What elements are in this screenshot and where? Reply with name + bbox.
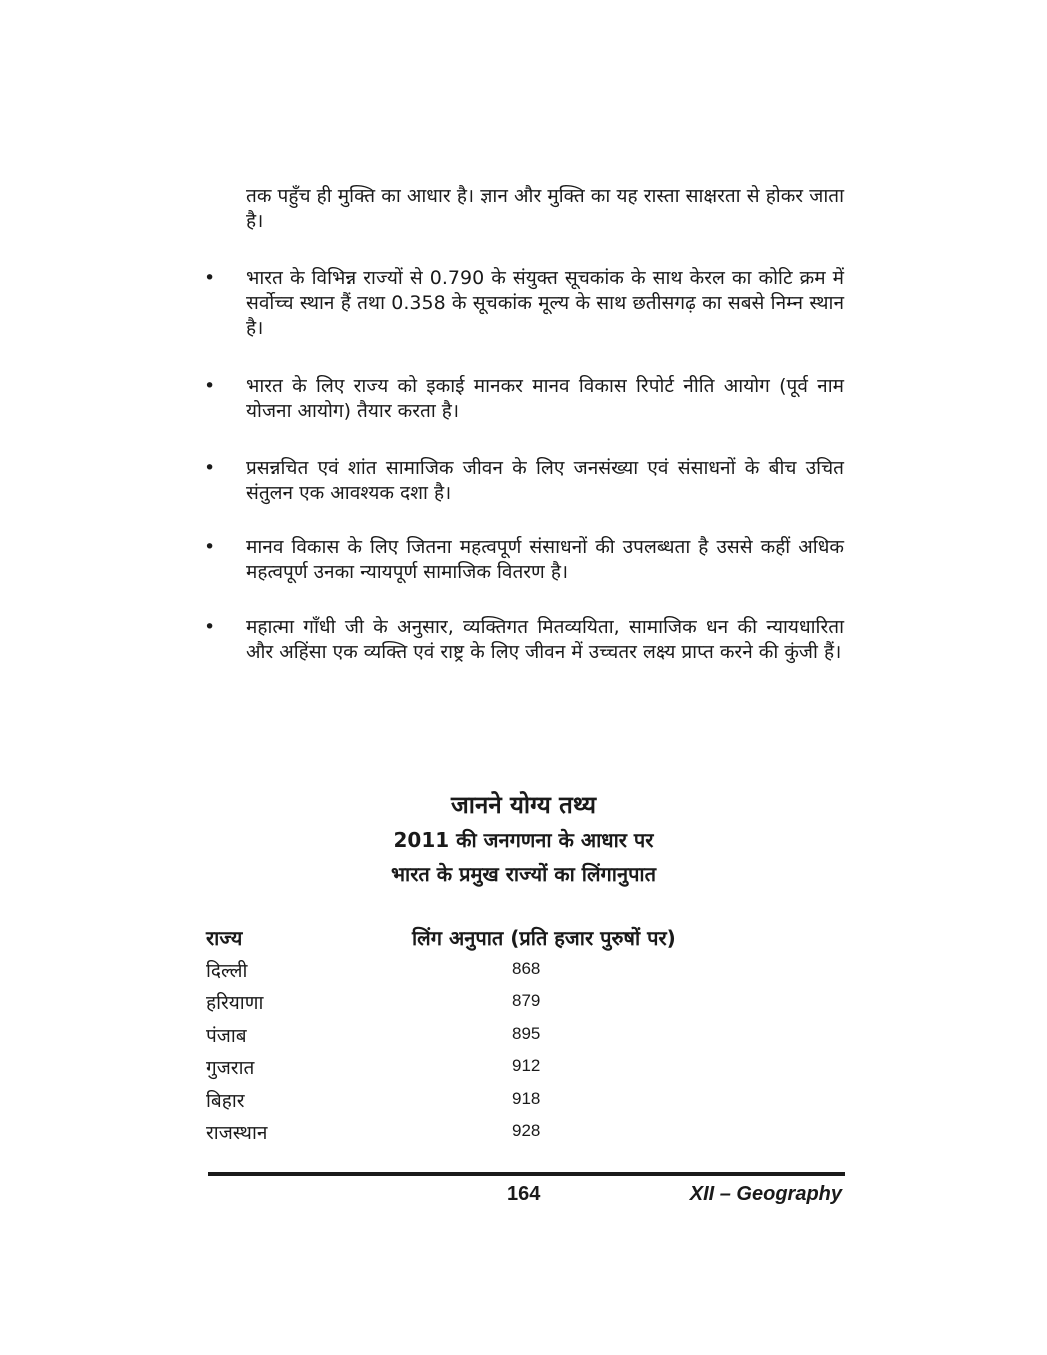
ratio-cell: 912	[512, 1056, 541, 1075]
bullet-icon: •	[204, 457, 216, 479]
table-row	[206, 1119, 826, 1152]
ratio-cell: 868	[512, 958, 541, 978]
bullet-item: भारत के लिए राज्य को इकाई मानकर मानव विकास रिपोर्ट नीति आयोग (पूर्व नाम योजना आयोग) तैयार करता है।	[246, 375, 844, 422]
sex-ratio-table	[206, 924, 826, 1152]
bullet-icon: •	[204, 616, 216, 638]
bullet-icon: •	[204, 536, 216, 558]
ratio-cell: 928	[512, 1121, 541, 1140]
table-row	[206, 1054, 826, 1087]
table-row	[206, 989, 826, 1022]
bullet-item: मानव विकास के लिए जितना महत्वपूर्ण संसाधनों की उपलब्धता है उससे कहीं अधिक महत्वपूर्ण उनका न्यायपूर्ण सामाजिक वितरण है।	[246, 536, 844, 583]
facts-subtitle-topic: भारत के प्रमुख राज्यों का लिंगानुपात	[390, 862, 657, 886]
state-cell: बिहार	[206, 1089, 245, 1112]
state-cell: हरियाणा	[206, 992, 264, 1014]
bullet-item: प्रसन्नचित एवं शांत सामाजिक जीवन के लिए जनसंख्या एवं संसाधनों के बीच उचित संतुलन एक आवश्यक दशा है।	[246, 457, 844, 504]
bullet-item: महात्मा गाँधी जी के अनुसार, व्यक्तिगत मितव्ययिता, सामाजिक धन की न्यायधारिता और अहिंसा एक व्यक्ति एवं राष्ट्र के लिए जीवन में उच्चतर लक्ष्य प्राप्त करने की कुंजी हैं।	[246, 616, 844, 663]
bullet-icon: •	[204, 267, 216, 289]
ratio-cell: 918	[512, 1088, 541, 1108]
ratio-column-header: लिंग अनुपात (प्रति हजार पुरुषों पर)	[412, 926, 676, 950]
page-number: 164	[507, 1183, 541, 1205]
ratio-cell: 879	[512, 991, 541, 1010]
facts-subtitle-year: 2011 की जनगणना के आधार पर	[393, 828, 654, 852]
ratio-cell: 895	[512, 1023, 541, 1043]
state-column-header: राज्य	[206, 926, 243, 950]
table-header-row	[206, 924, 826, 957]
intro-paragraph: तक पहुँच ही मुक्ति का आधार है। ज्ञान और मुक्ति का यह रास्ता साक्षरता से होकर जाता है।	[246, 185, 844, 232]
bullet-item: भारत के विभिन्न राज्यों से 0.790 के संयुक्त सूचकांक के साथ केरल का कोटि क्रम में सर्वोच्च स्थान हैं तथा 0.358 के सूचकांक मूल्य के साथ छतीसगढ़ का सबसे निम्न स्थान है।	[246, 267, 844, 339]
state-cell: राजस्थान	[206, 1122, 268, 1144]
table-row	[206, 957, 826, 990]
state-cell: दिल्ली	[206, 959, 248, 982]
table-row	[206, 1022, 826, 1055]
footer-divider	[208, 1172, 845, 1176]
table-row	[206, 1087, 826, 1120]
state-cell: पंजाब	[206, 1024, 247, 1047]
state-cell: गुजरात	[206, 1057, 255, 1079]
subject-label: XII – Geography	[689, 1183, 842, 1205]
bullet-icon: •	[204, 375, 216, 397]
facts-heading: जानने योग्य तथ्य	[450, 791, 597, 819]
